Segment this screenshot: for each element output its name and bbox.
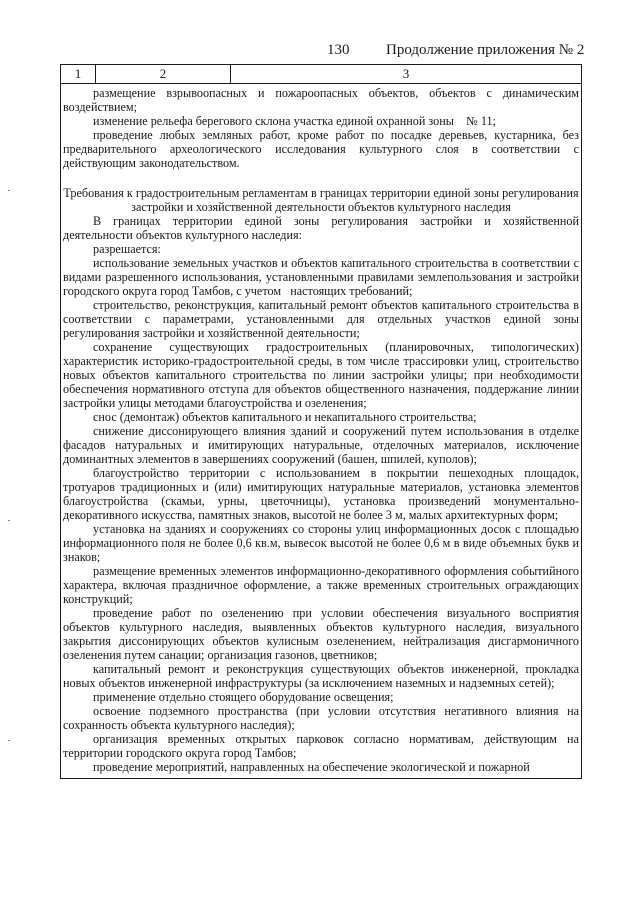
paragraph: размещение временных элементов информационно-декоративного оформления событийного характера, включая праздничное оформление, а также временных строительных ограждающих конструкций; [63,564,583,606]
content-cell [61,84,582,779]
column-number-3: 3 [231,65,582,84]
paragraph: изменение рельефа берегового склона участка единой охранной зоны № 11; [93,114,496,128]
regulation-table [60,64,582,779]
paragraph: благоустройство территории с использованием в покрытии пешеходных площадок, тротуаров традиционных и (или) имитирующих натуральные материалов, установка элементов благоустройства (скамьи, урны, цветочницы), установка произведений монументально-декоративного искусства, памятных знаков, высотой не более 3 м, малых архитектурных форм; [63,466,583,522]
column-number-2: 2 [96,65,231,84]
paragraph: применение отдельно стоящего оборудование освещения; [93,690,394,704]
paragraph: организация временных открытых парковок согласно нормативам, действующим на территории городского округа город Тамбов; [63,732,583,760]
paragraph: использование земельных участков и объектов капитального строительства в соответствии с видами разрешенного использования, установленными правилами землепользования и застройки городского округа город Тамбов, с учетом настоящих требований; [63,256,583,298]
paragraph: размещение взрывоопасных и пожароопасных объектов, объектов с динамическим воздействием; [63,86,583,114]
paragraph: В границах территории единой зоны регулирования застройки и хозяйственной деятельности объектов культурного наследия: [63,214,583,242]
paragraph: капитальный ремонт и реконструкция существующих объектов инженерной, прокладка новых объектов инженерной инфраструктуры (за исключением наземных и надземных сетей); [63,662,583,690]
paragraph: проведение работ по озеленению при условии обеспечения визуального восприятия объектов культурного наследия, выявленных объектов культурного наследия, визуального закрытия диссонирующих объектов кулисным озеленением, нейтрализация дисгармоничного озеленения путем санации; организация газонов, цветников; [63,606,583,662]
column-number-row [61,65,582,84]
page-header [0,42,640,62]
margin-mark [8,740,10,741]
content-row [61,84,582,779]
paragraph: строительство, реконструкция, капитальный ремонт объектов капитального строительства в соответствии с параметрами, установленными для отдельных участков единой зоны регулирования застройки и хозяйственной деятельности; [63,298,583,340]
paragraph: сохранение существующих градостроительных (планировочных, типологических) характеристик историко-градостроительной среды, в том числе трассировки улиц, строительство новых объектов капитального строительства по линии застройки улицы; при необходимости обеспечения нормативного отступа для объектов общественного назначения, поддержание линии застройки улицы методами благоустройства и озеленения; [63,340,583,410]
paragraph: разрешается: [93,242,161,256]
paragraph: снос (демонтаж) объектов капитального и некапитального строительства; [93,410,477,424]
paragraph: освоение подземного пространства (при условии отсутствия негативного влияния на сохранность объекта культурного наследия); [63,704,583,732]
section-heading: Требования к градостроительным регламентам в границах территории единой зоны регулирования застройки и хозяйственной деятельности объектов культурного наследия [63,186,582,214]
paragraph: проведение любых земляных работ, кроме работ по посадке деревьев, кустарника, без предварительного археологического исследования культурного слоя в соответствии с действующим законодательством. [63,128,583,170]
column-number-1: 1 [61,65,96,84]
paragraph: проведение мероприятий, направленных на обеспечение экологической и пожарной [93,760,530,774]
appendix-title: Продолжение приложения № 2 [386,42,585,58]
margin-mark [8,520,10,521]
margin-mark [8,190,10,191]
paragraph: установка на зданиях и сооружениях со стороны улиц информационных досок с площадью информационного поля не более 0,6 кв.м, вывесок высотой не более 0,6 м в виде объемных букв и знаков; [63,522,583,564]
page-number: 130 [327,42,350,58]
paragraph: снижение диссонирующего влияния зданий и сооружений путем использования в отделке фасадов натуральных и имитирующих натуральные, отделочных материалов, исключение доминантных элементов в завершениях сооружений (башен, шпилей, куполов); [63,424,583,466]
